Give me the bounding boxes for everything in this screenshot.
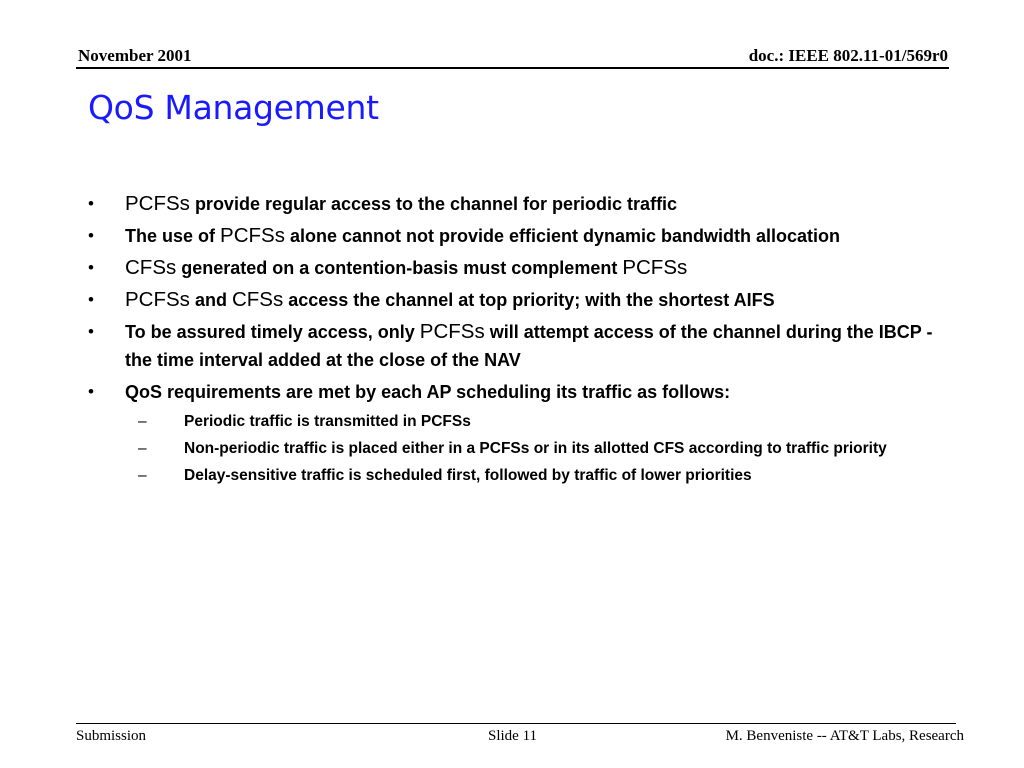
bullet-item xyxy=(88,190,948,218)
bullet-marker: • xyxy=(88,194,94,213)
bullet-item xyxy=(88,318,948,374)
footer-slide-number: Slide 11 xyxy=(488,728,538,744)
term-pcfss: PCFSs xyxy=(220,224,285,247)
sub-bullet-text: Non-periodic traffic is placed either in a PCFSs or in its allotted CFS according to traffic priority xyxy=(184,440,887,457)
term-pcfss: PCFSs xyxy=(622,256,688,279)
slide-title: QoS Management xyxy=(88,88,379,127)
bullet-item xyxy=(88,222,948,250)
bullet-marker: • xyxy=(88,382,94,401)
term-cfss: CFSs xyxy=(231,288,284,311)
bullet-text: The use of xyxy=(125,226,221,246)
bullet-marker: • xyxy=(88,290,94,309)
term-pcfss: PCFSs xyxy=(419,320,485,343)
term-cfss: CFSs xyxy=(125,256,177,279)
sub-bullet-item xyxy=(138,464,948,488)
bullet-text: will attempt access of the channel during the IBCP - the time interval added at the close of the NAV xyxy=(125,322,933,370)
bullet-text: and xyxy=(189,290,232,310)
bullet-item xyxy=(88,254,948,282)
footer-author: M. Benveniste -- AT&T Labs, Research xyxy=(725,728,964,744)
header-divider xyxy=(76,67,949,69)
dash-marker: – xyxy=(138,467,147,484)
bullet-text: generated on a contention-basis must complement xyxy=(176,258,623,278)
bullet-text: access the channel at top priority; with the shortest AIFS xyxy=(283,290,775,310)
dash-marker: – xyxy=(138,440,147,457)
bullet-text: provide regular access to the channel for periodic traffic xyxy=(189,194,678,214)
footer-submission: Submission xyxy=(76,728,147,744)
bullet-item xyxy=(88,378,948,406)
bullet-text: To be assured timely access, only xyxy=(125,322,420,342)
term-pcfss: PCFSs xyxy=(125,288,190,311)
header-doc-id: doc.: IEEE 802.11-01/569r0 xyxy=(748,46,948,65)
bullet-text: alone cannot not provide efficient dynamic bandwidth allocation xyxy=(284,226,841,246)
bullet-item xyxy=(88,286,948,314)
bullet-marker: • xyxy=(88,258,94,277)
sub-bullet-list xyxy=(138,410,948,488)
bullet-marker: • xyxy=(88,322,94,341)
header-date: November 2001 xyxy=(78,46,192,65)
bullet-list xyxy=(88,190,948,491)
sub-bullet-item xyxy=(138,437,948,461)
sub-bullet-group xyxy=(138,410,948,488)
term-pcfss: PCFSs xyxy=(125,192,190,215)
sub-bullet-text: Periodic traffic is transmitted in PCFSs xyxy=(184,413,471,430)
bullet-text: QoS requirements are met by each AP scheduling its traffic as follows: xyxy=(125,382,731,402)
sub-bullet-item xyxy=(138,410,948,434)
dash-marker: – xyxy=(138,413,147,430)
footer-divider xyxy=(76,723,956,724)
sub-bullet-text: Delay-sensitive traffic is scheduled first, followed by traffic of lower priorities xyxy=(184,467,752,484)
bullet-marker: • xyxy=(88,226,94,245)
